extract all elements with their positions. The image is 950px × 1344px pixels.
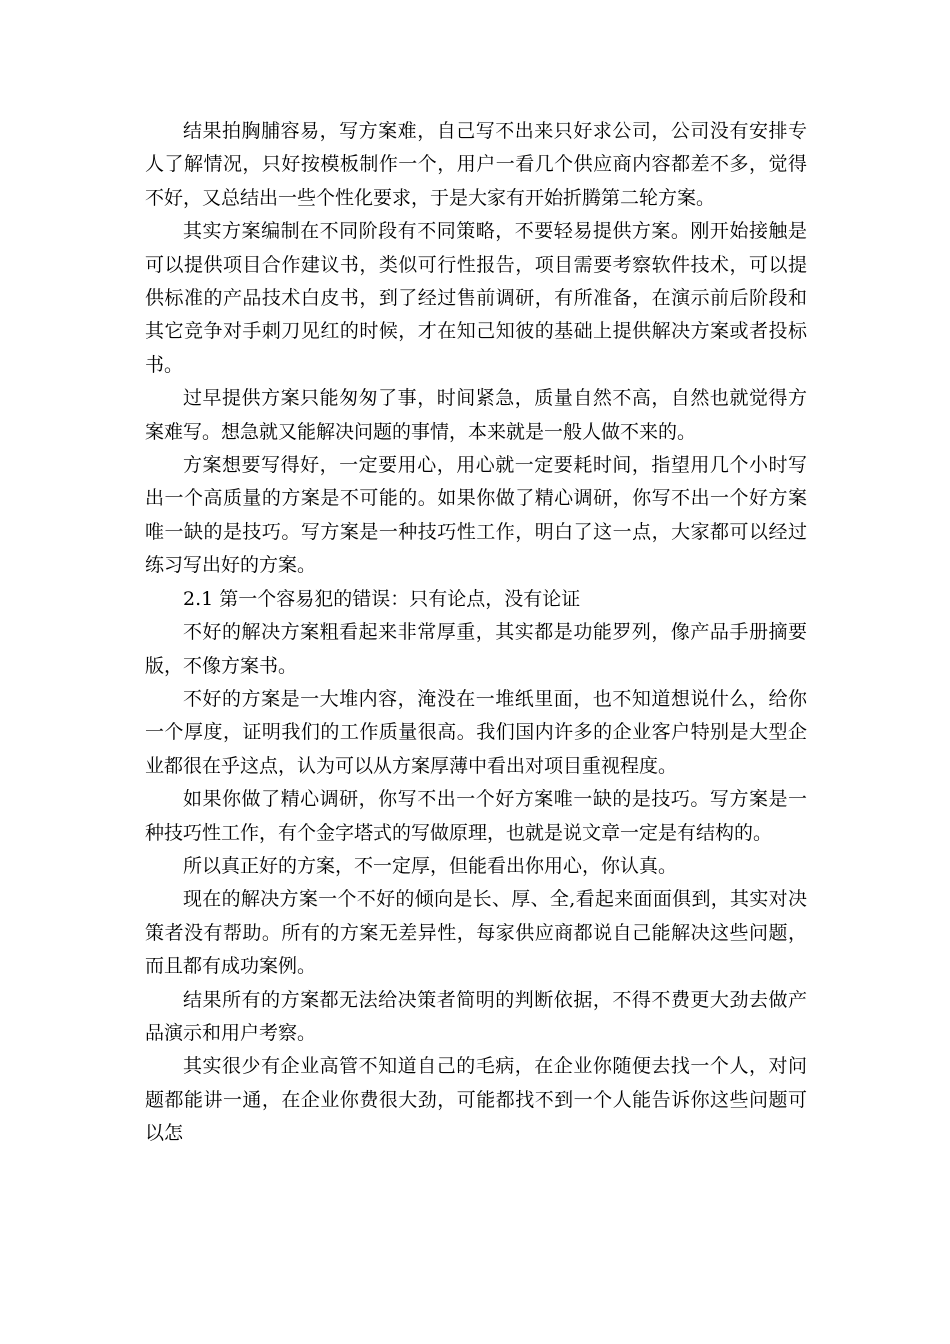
paragraph-6: 不好的方案是一大堆内容，淹没在一堆纸里面，也不知道想说什么，给你一个厚度，证明我们的工作质量很高。我们国内许多的企业客户特别是大型企业都很在乎这点，认为可以从方案厚薄中看出对项目重视程度。 (145, 687, 807, 777)
paragraph-5: 不好的解决方案粗看起来非常厚重，其实都是功能罗列，像产品手册摘要版，不像方案书。 (145, 621, 807, 677)
paragraph-8: 所以真正好的方案，不一定厚，但能看出你用心，你认真。 (183, 854, 678, 877)
paragraph-1: 结果拍胸脯容易，写方案难，自己写不出来只好求公司，公司没有安排专人了解情况，只好按模板制作一个，用户一看几个供应商内容都差不多，觉得不好，又总结出一些个性化要求，于是大家有开始折腾第二轮方案。 (145, 120, 807, 209)
document-body (145, 115, 807, 1151)
paragraph-11: 其实很少有企业高管不知道自己的毛病，在企业你随便去找一个人，对问题都能讲一通，在企业你费很大劲，可能都找不到一个人能告诉你这些问题可以怎 (145, 1055, 807, 1145)
paragraph-2: 其实方案编制在不同阶段有不同策略，不要轻易提供方案。刚开始接触是可以提供项目合作建议书，类似可行性报告，项目需要考察软件技术，可以提供标准的产品技术白皮书，到了经过售前调研，有所准备，在演示前后阶段和其它竞争对手刺刀见红的时候，才在知己知彼的基础上提供解决方案或者投标书。 (145, 220, 807, 376)
paragraph-3: 过早提供方案只能匆匆了事，时间紧急，质量自然不高，自然也就觉得方案难写。想急就又能解决问题的事情，本来就是一般人做不来的。 (145, 387, 807, 443)
section-heading: 2.1 第一个容易犯的错误：只有论点，没有论证 (183, 587, 581, 610)
paragraph-10: 结果所有的方案都无法给决策者简明的判断依据，不得不费更大劲去做产品演示和用户考察。 (145, 988, 807, 1044)
paragraph-9: 现在的解决方案一个不好的倾向是长、厚、全,看起来面面俱到，其实对决策者没有帮助。所有的方案无差异性，每家供应商都说自己能解决这些问题，而且都有成功案例。 (145, 888, 807, 978)
paragraph-4: 方案想要写得好，一定要用心，用心就一定要耗时间，指望用几个小时写出一个高质量的方案是不可能的。如果你做了精心调研，你写不出一个好方案唯一缺的是技巧。写方案是一种技巧性工作，明白了这一点，大家都可以经过练习写出好的方案。 (145, 454, 807, 577)
paragraph-7: 如果你做了精心调研，你写不出一个好方案唯一缺的是技巧。写方案是一种技巧性工作，有个金字塔式的写做原理，也就是说文章一定是有结构的。 (145, 788, 807, 844)
